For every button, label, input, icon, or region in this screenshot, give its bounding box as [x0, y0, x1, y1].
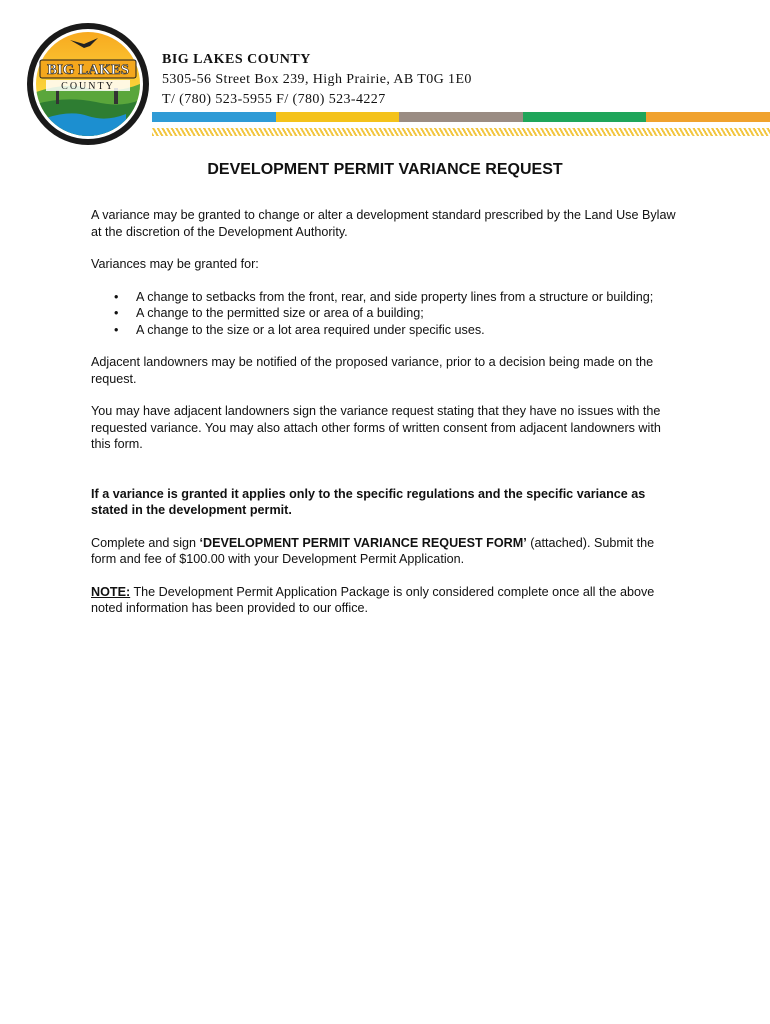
list-item: • A change to the permitted size or area of a building; [136, 305, 681, 322]
organization-address: 5305-56 Street Box 239, High Prairie, AB T0G 1E0 [162, 72, 472, 87]
document-body [91, 207, 681, 633]
sign-paragraph: You may have adjacent landowners sign the variance request stating that they have no issues with the requested variance. You may also attach other forms of written consent from adjacent landowners with this form. [91, 404, 661, 451]
organization-block [162, 50, 472, 110]
complete-paragraph [91, 535, 681, 568]
color-bar-segment [523, 112, 647, 122]
complete-prefix: Complete and sign [91, 535, 200, 550]
granted-for-paragraph: Variances may be granted for: [91, 257, 259, 271]
color-bar-segment [276, 112, 400, 122]
variance-list [91, 289, 681, 339]
document-title: DEVELOPMENT PERMIT VARIANCE REQUEST [207, 161, 563, 178]
note-text: The Development Permit Application Package is only considered complete once all the above noted information has been provided to our office. [91, 584, 655, 615]
color-bar-segment [399, 112, 523, 122]
form-name: ‘DEVELOPMENT PERMIT VARIANCE REQUEST FORM’ [199, 535, 527, 550]
hatched-divider [152, 128, 770, 136]
adjacent-paragraph: Adjacent landowners may be notified of the proposed variance, prior to a decision being made on the request. [91, 355, 654, 386]
intro-paragraph: A variance may be granted to change or alter a development standard prescribed by the Land Use Bylaw at the discretion of the Development Authority. [91, 208, 676, 239]
color-bar-segment [646, 112, 770, 122]
organization-phone: T/ (780) 523-5955 F/ (780) 523-4227 [162, 92, 386, 107]
note-label: NOTE: [91, 584, 131, 599]
organization-name: BIG LAKES COUNTY [162, 52, 311, 67]
logo-bottom-text: COUNTY [61, 81, 115, 92]
color-bar [152, 112, 770, 122]
big-lakes-county-logo [26, 22, 150, 146]
note-paragraph [91, 584, 681, 617]
list-item: • A change to setbacks from the front, rear, and side property lines from a structure or building; [136, 289, 681, 306]
variance-notice: If a variance is granted it applies only to the specific regulations and the specific variance as stated in the development permit. [91, 486, 646, 517]
list-item: • A change to the size or a lot area required under specific uses. [136, 322, 681, 339]
complete-suffix: (attached). Submit the form and fee of $100.00 with your Development Permit Application. [91, 535, 655, 566]
logo-top-text: BIG LAKES [46, 62, 130, 78]
color-bar-segment [152, 112, 276, 122]
